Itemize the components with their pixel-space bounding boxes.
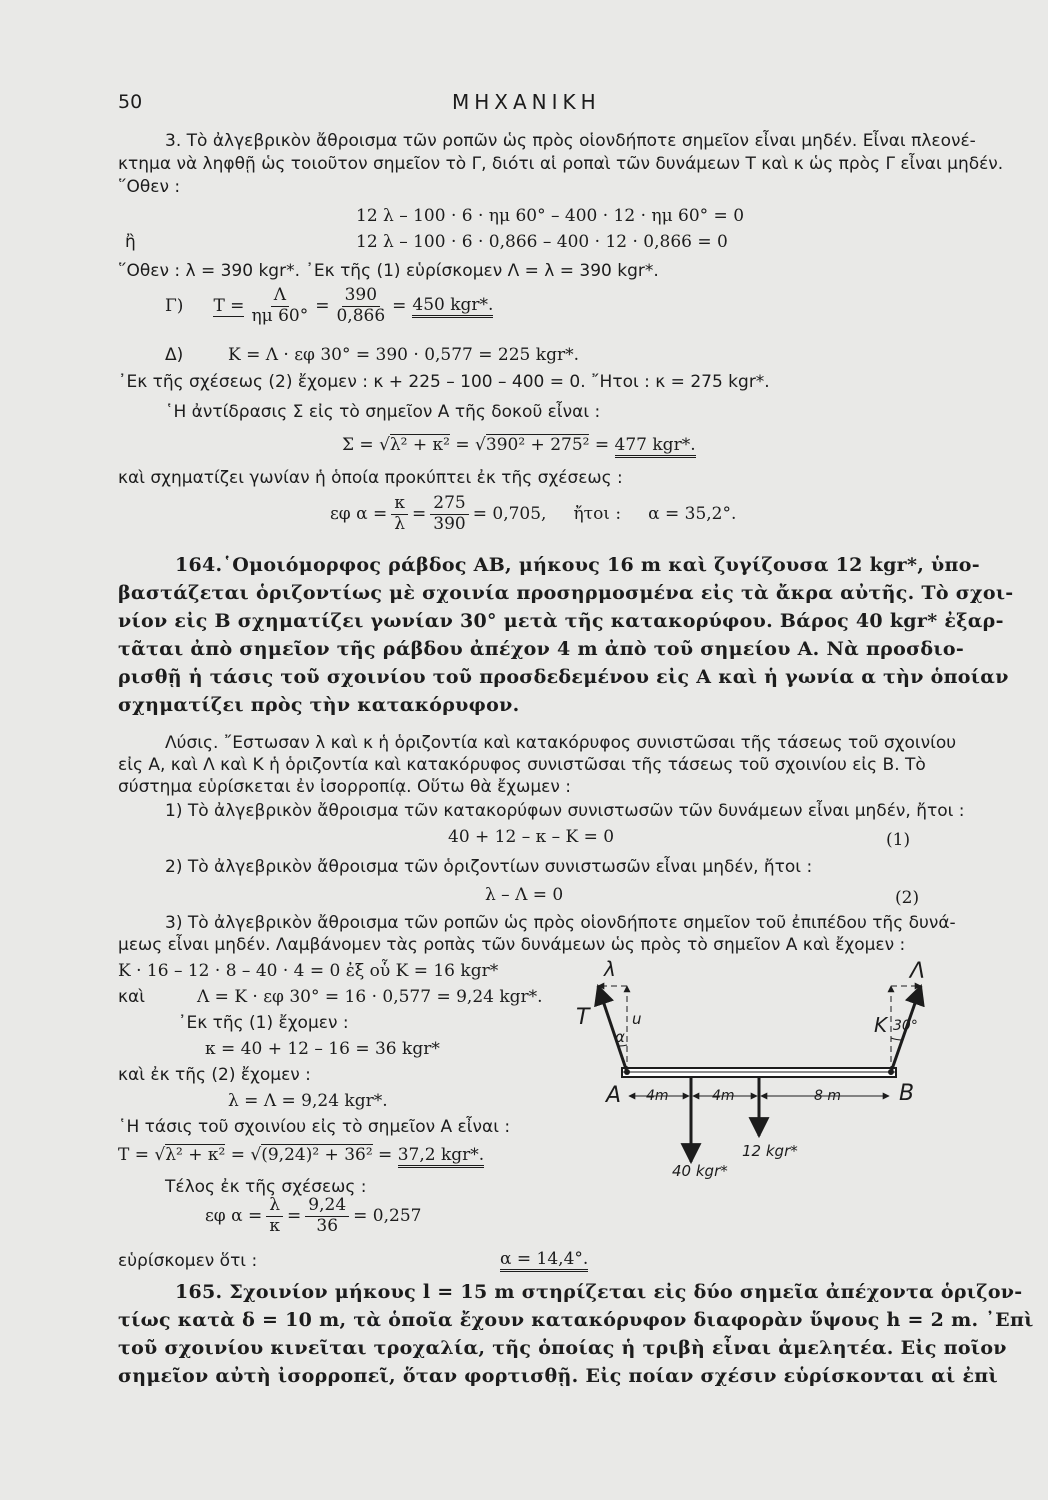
equals-sign: = <box>412 504 427 525</box>
equation-tan <box>330 494 736 534</box>
equation: κ = 40 + 12 – 16 = 36 kgr* <box>205 1039 440 1059</box>
problem-164-line: σχηματίζει πρὸς τὴν κατακόρυφον. <box>118 694 520 716</box>
text-line: ᾿Εκ τῆς (1) ἔχομεν : <box>178 1013 349 1033</box>
text-line: σύστημα εὑρίσκεται ἐν ἰσορροπίᾳ. Οὕτω θὰ ἔχωμεν : <box>118 777 571 797</box>
text-line: ῾Η ἀντίδρασις Σ εἰς τὸ σημεῖον Α τῆς δοκοῦ εἶναι : <box>165 402 601 422</box>
fraction-denominator: κ <box>269 1215 280 1236</box>
equation-tension <box>118 1145 484 1165</box>
fraction-numerator: 390 <box>342 286 380 307</box>
problem-164-line: ρισθῇ ἡ τάσις τοῦ σχοινίου τοῦ προσδεδεμένου εἰς Α καὶ ἡ γωνία α τὴν ὁποίαν <box>118 666 1009 688</box>
equals-sign: = <box>287 1206 302 1227</box>
equation-rest: = 0,705, ἤτοι : α = 35,2°. <box>472 504 737 525</box>
problem-164-line: νίον εἰς Β σχηματίζει γωνίαν 30° μετὰ τῆς κατακορύφου. Βάρος 40 kgr* ἐξαρ- <box>118 610 1004 632</box>
fraction-denominator: 0,866 <box>336 305 386 326</box>
text-line: 1) Τὸ ἀλγεβρικὸν ἄθροισμα τῶν κατακορύφων συνιστωσῶν τῶν δυνάμεων εἶναι μηδέν, ἤτοι : <box>165 801 965 821</box>
problem-text: Σχοινίον μήκους l = 15 m στηρίζεται εἰς δύο σημεῖα ἀπέχοντα ὁριζον- <box>229 1281 1023 1303</box>
fraction-denominator: λ <box>394 513 406 534</box>
text-line: μεως εἶναι μηδέν. Λαμβάνομεν τὰς ροπὰς τῶν δυνάμεων ὡς πρὸς τὸ σημεῖον Α καὶ ἔχομεν : <box>118 935 906 955</box>
label-4m-b: 4m <box>712 1088 735 1104</box>
text-line: Λύσις. ῎Εστωσαν λ καὶ κ ἡ ὁριζοντία καὶ κατακόρυφος συνιστῶσαι τῆς τάσεως τοῦ σχοινίου <box>165 733 957 753</box>
equation-tan-final <box>205 1196 421 1236</box>
label-30: 30° <box>893 1018 918 1034</box>
equals-root: = √ <box>450 435 486 455</box>
equation-sigma <box>342 435 696 455</box>
equation: 12 λ – 100 · 6 · 0,866 – 400 · 12 · 0,866 = 0 <box>356 232 728 252</box>
fraction-denominator: 390 <box>433 513 466 534</box>
fraction-denominator: 36 <box>316 1215 339 1236</box>
problem-number: 165. <box>175 1281 223 1303</box>
radicand: λ² + κ² <box>389 435 450 455</box>
problem-165-line: σημεῖον αὐτὴ ἰσορροπεῖ, ὅταν φορτισθῇ. Εἰς ποίαν σχέσιν εὑρίσκονται αἱ ἐπὶ <box>118 1365 999 1387</box>
fraction-numerator: 9,24 <box>305 1196 349 1217</box>
equation: 12 λ – 100 · 6 · ημ 60° – 400 · 12 · ημ 60° = 0 <box>356 206 745 226</box>
problem-165-line: τίως κατὰ δ = 10 m, τὰ ὁποῖα ἔχουν κατακόρυφον διαφορὰν ὕψους h = 2 m. ᾿Επὶ <box>118 1309 1034 1331</box>
text-line: ῞Οθεν : λ = 390 kgr*. ᾿Εκ τῆς (1) εὑρίσκομεν Λ = λ = 390 kgr*. <box>118 261 659 281</box>
label-12kgr: 12 kgr* <box>742 1142 798 1160</box>
result: 37,2 kgr*. <box>398 1145 484 1168</box>
label-A: A <box>606 1083 622 1108</box>
page-number: 50 <box>118 91 143 113</box>
equation: λ – Λ = 0 <box>485 885 564 905</box>
text-line: Τέλος ἐκ τῆς σχέσεως : <box>165 1177 367 1197</box>
label-4m-a: 4m <box>646 1088 669 1104</box>
text-line: 3) Τὸ ἀλγεβρικὸν ἄθροισμα τῶν ροπῶν ὡς πρὸς οἱονδήποτε σημεῖον τοῦ ἐπιπέδου τῆς δυνά- <box>165 913 956 933</box>
equation: K · 16 – 12 · 8 – 40 · 4 = 0 ἐξ οὗ K = 16 kgr* <box>118 961 499 981</box>
label-B: B <box>899 1081 915 1106</box>
text-line: ᾿Εκ τῆς σχέσεως (2) ἔχομεν : κ + 225 – 100 – 400 = 0. ῎Ητοι : κ = 275 kgr*. <box>118 372 770 392</box>
equals-sign: = <box>315 296 330 317</box>
text-line: 3. Τὸ ἀλγεβρικὸν ἄθροισμα τῶν ροπῶν ὡς πρὸς οἱονδήποτε σημεῖον εἶναι μηδέν. Εἶναι πλεονέ- <box>165 131 976 151</box>
text-line: εὑρίσκομεν ὅτι : <box>118 1251 258 1271</box>
equation-lhs: εφ α = <box>330 504 388 525</box>
equals-sign: = <box>372 1145 398 1165</box>
equation-label: Γ) <box>165 296 184 317</box>
equation: K = Λ · εφ 30° = 390 · 0,577 = 225 kgr*. <box>228 345 579 365</box>
text-line: ῞Οθεν : <box>118 177 181 197</box>
equation: Λ = K · εφ 30° = 16 · 0,577 = 9,24 kgr*. <box>197 987 543 1007</box>
text-line: ῾Η τάσις τοῦ σχοινίου εἰς τὸ σημεῖον Α εἶναι : <box>118 1117 511 1137</box>
label-u: u <box>632 1010 642 1028</box>
text-line: 2) Τὸ ἀλγεβρικὸν ἄθροισμα τῶν ὁριζοντίων συνιστωσῶν εἶναι μηδέν, ἤτοι : <box>165 857 813 877</box>
label-alpha: α <box>615 1028 625 1046</box>
equals-sign: = <box>392 296 407 317</box>
alpha-result: α = 14,4°. <box>500 1249 588 1272</box>
equation-lhs: εφ α = <box>205 1206 263 1227</box>
text-line: καὶ ἐκ τῆς (2) ἔχομεν : <box>118 1065 311 1085</box>
result: 477 kgr*. <box>615 435 696 458</box>
problem-165-line <box>175 1281 1022 1303</box>
label-Lambda: Λ <box>910 959 926 984</box>
equation-label: ἢ <box>125 232 136 252</box>
result <box>500 1249 588 1269</box>
radicand: λ² + κ² <box>165 1145 226 1165</box>
problem-164-line <box>175 554 980 576</box>
text-line: εἰς Α, καὶ Λ καὶ Κ ἡ ὁριζοντία καὶ κατακόρυφος συνιστῶσαι τῆς τάσεως τοῦ σχοινίου εἰς Β. Τὸ <box>118 755 926 775</box>
fraction-numerator: κ <box>391 494 408 515</box>
running-title: ΜΗΧΑΝΙΚΗ <box>452 90 601 114</box>
label-8m: 8 m <box>814 1088 841 1104</box>
label-K: K <box>874 1013 888 1037</box>
problem-number: 164. <box>175 554 223 576</box>
equation-lhs: T = <box>213 295 245 316</box>
equation-number: (2) <box>895 888 920 908</box>
problem-164-line: τᾶται ἀπὸ σημεῖον τῆς ράβδου ἀπέχον 4 m ἀπὸ τοῦ σημείου Α. Νὰ προσδιο- <box>118 638 965 660</box>
equation-rest: = 0,257 <box>353 1206 422 1227</box>
result: 450 kgr*. <box>412 295 493 318</box>
problem-165-line: τοῦ σχοινίου κινεῖται τροχαλία, τῆς ὁποίας ἡ τριβὴ εἶναι ἀμελητέα. Εἰς ποῖον <box>118 1337 1007 1359</box>
equation-gamma <box>165 286 493 326</box>
label-lambda-small: λ <box>604 957 616 981</box>
fraction-numerator: Λ <box>271 286 289 307</box>
text-line: κτημα νὰ ληφθῇ ὡς τοιοῦτον σημεῖον τὸ Γ, διότι αἱ ροπαὶ τῶν δυνάμεων Τ καὶ κ ὡς πρὸς Γ εἶναι μηδέν. <box>118 154 1004 174</box>
equals-sign: = <box>589 435 615 455</box>
equals-root: = √ <box>225 1145 262 1165</box>
equation-number: (1) <box>886 830 911 850</box>
beam-diagram <box>560 950 960 1190</box>
radicand: (9,24)² + 36² <box>261 1145 373 1165</box>
fraction-numerator: 275 <box>430 494 468 515</box>
text-line: καὶ σχηματίζει γωνίαν ἡ ὁποία προκύπτει ἐκ τῆς σχέσεως : <box>118 468 623 488</box>
problem-text: ῾Ομοιόμορφος ράβδος ΑΒ, μήκους 16 m καὶ ζυγίζουσα 12 kgr*, ὑπο- <box>222 554 980 576</box>
label-T: T <box>576 1005 590 1030</box>
equation-lhs: T = √ <box>118 1145 166 1165</box>
equation-label: Δ) <box>165 345 184 365</box>
equation: 40 + 12 – κ – K = 0 <box>448 827 615 847</box>
equation: λ = Λ = 9,24 kgr*. <box>228 1091 388 1111</box>
problem-164-line: βαστάζεται ὁριζοντίως μὲ σχοινία προσηρμοσμένα εἰς τὰ ἄκρα αὐτῆς. Τὸ σχοι- <box>118 582 1014 604</box>
radicand: 390² + 275² <box>485 435 590 455</box>
label-40kgr: 40 kgr* <box>672 1162 728 1180</box>
equation-lhs: Σ = √ <box>342 435 390 455</box>
text-line: καὶ <box>118 987 145 1007</box>
fraction-numerator: λ <box>266 1196 283 1217</box>
fraction-denominator: ημ 60° <box>251 305 309 326</box>
